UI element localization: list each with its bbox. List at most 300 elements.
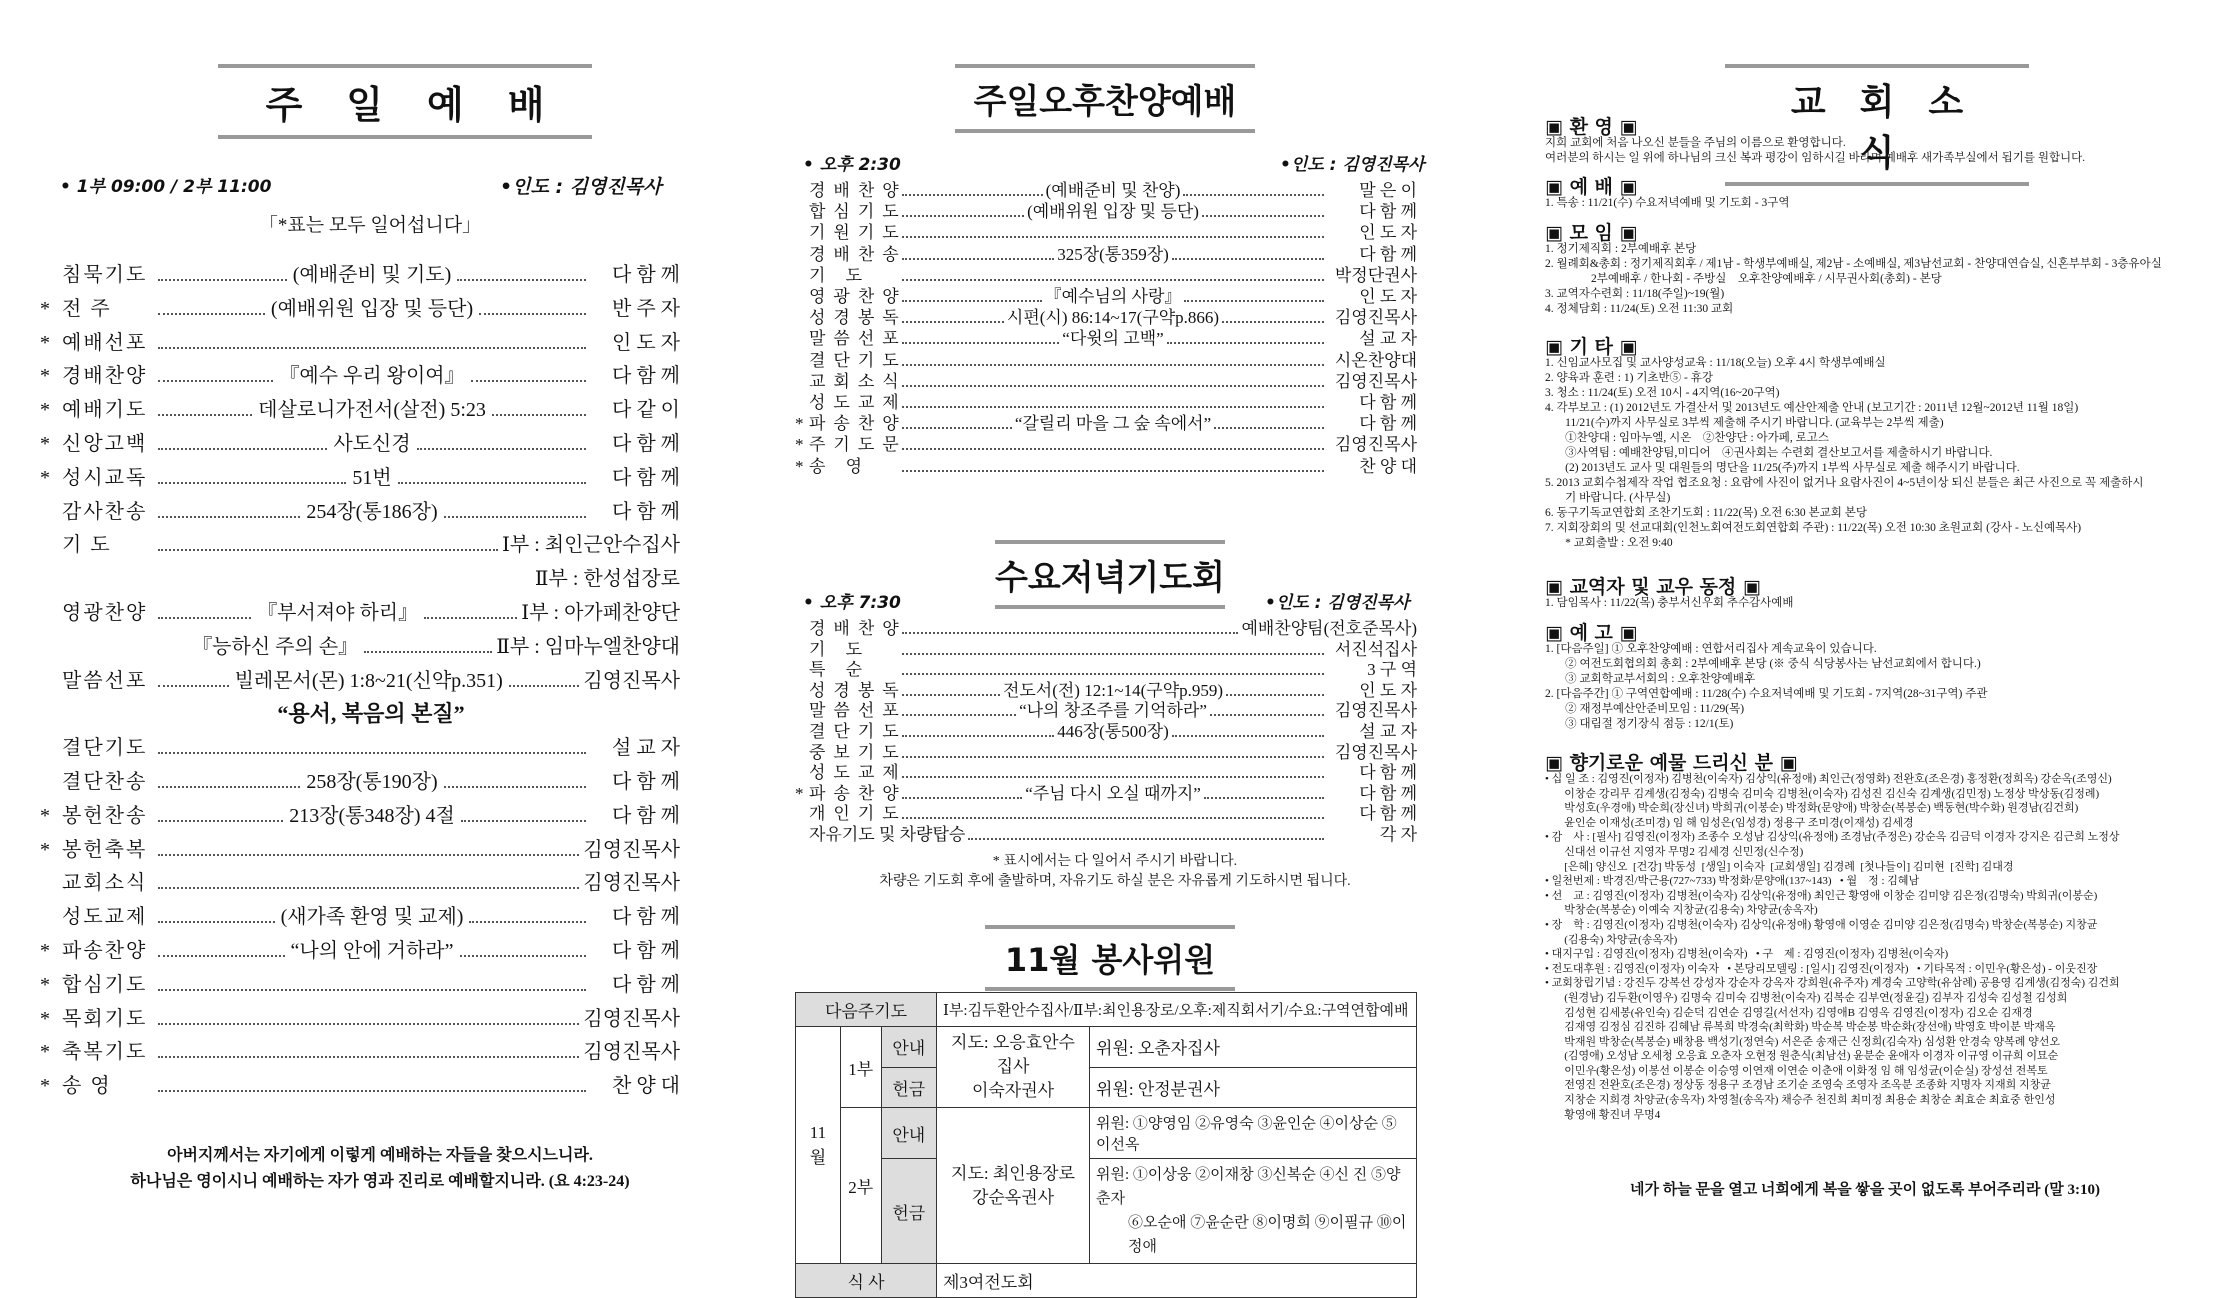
order-item xyxy=(40,562,680,591)
order-item xyxy=(40,968,680,997)
other-text xyxy=(1545,356,2185,551)
afternoon-time: • 오후 2:30 xyxy=(803,155,901,175)
leader-dots xyxy=(471,379,586,382)
news-line: 2. 월례회&총회 : 정기제직회후 / 제1남 - 학생부예배실, 제2남 - 소예배실, 제3남선교회 - 찬양대연습실, 신혼부부회 - 3층유아실 xyxy=(1545,258,2162,270)
news-line: 김재영 김정심 김진하 김혜남 류복희 박경숙(최학화) 박순복 박순봉 박순화(장선애) 박영호 박이분 박재옥 xyxy=(1545,1021,2056,1034)
leader-dots xyxy=(902,755,1324,758)
leader-dots xyxy=(158,785,300,788)
leader-dots xyxy=(469,920,586,923)
order-person: 김영진목사 xyxy=(1334,371,1417,391)
leader-dots xyxy=(902,693,1000,696)
news-line: 2. [다음주간] ① 구역연합예배 : 11/28(수) 수요저녁예배 및 기도회 - 7지역(28~31구역) 주관 xyxy=(1545,688,1988,700)
leader-dots xyxy=(902,363,1324,366)
order-content: “용서, 복음의 본질” xyxy=(277,701,465,727)
order-content: “주님 다시 오실 때까지” xyxy=(1025,783,1201,803)
order-person: 김영진목사 xyxy=(1334,742,1417,762)
order-item xyxy=(40,630,680,659)
order-item xyxy=(40,393,680,422)
news-line: ② 재정부예산안준비모임 : 11/29(목) xyxy=(1545,703,1745,715)
order-item xyxy=(40,664,680,693)
order-person: 각 자 xyxy=(1379,825,1417,844)
leader-dots xyxy=(158,886,579,889)
standing-mark: * xyxy=(40,433,50,455)
news-line: (김용숙) 차양균(송옥자) xyxy=(1545,933,1678,946)
order-item xyxy=(40,427,680,456)
order-content: (새가족 환영 및 교제) xyxy=(280,906,464,929)
leader-dots xyxy=(158,481,346,484)
order-person: 다 같 이 xyxy=(612,399,681,422)
leader-dots xyxy=(968,837,1324,840)
part1-guide-members: 위원: 오춘자집사 xyxy=(1090,1027,1417,1068)
order-item xyxy=(40,765,680,794)
order-item xyxy=(40,596,680,625)
order-label: 경배찬송 xyxy=(809,244,907,264)
standing-mark: * xyxy=(40,940,50,962)
order-person: 설 교 자 xyxy=(1359,329,1418,349)
order-label: 송 영 xyxy=(62,1075,112,1098)
standing-mark: * xyxy=(40,331,50,354)
leader-dots xyxy=(158,819,283,822)
leader-dots xyxy=(1222,320,1324,323)
leader-dots xyxy=(479,312,586,315)
order-content: 446장(통500장) xyxy=(1057,722,1169,741)
leader-dots xyxy=(492,413,586,416)
leader-dots xyxy=(1184,299,1324,302)
leader-dots xyxy=(902,235,1324,238)
news-line: 2부예배후 / 한나회 - 주방실 오후찬양예배후 / 시무권사회(총회) - 본당 xyxy=(1545,273,1942,285)
order-person: 다 함 께 xyxy=(1359,783,1418,803)
order-item xyxy=(40,1035,680,1064)
leader-dots xyxy=(158,920,275,923)
order-person: 김영진목사 xyxy=(583,1007,680,1030)
order-label: 예배기도 xyxy=(62,399,148,422)
order-content: 시편(시) 86:14~17(구약p.866) xyxy=(1006,308,1220,328)
news-line: • 일천번제 : 박경진/박근용(727~733) 박정화/문양애(137~143) • 월 정 : 김혜남 xyxy=(1545,875,1920,888)
order-item xyxy=(795,452,1417,477)
order-label: 중보기도 xyxy=(809,742,907,762)
order-label: 교회소식 xyxy=(62,872,148,895)
order-content: (예배위원 입장 및 등단) xyxy=(270,297,474,320)
order-label: 경배찬양 xyxy=(809,619,907,638)
order-person: 다 함 께 xyxy=(612,906,681,929)
order-content: 254장(통186장) xyxy=(306,500,438,523)
order-label: 성시교독 xyxy=(62,466,148,489)
leader-dots xyxy=(902,447,1324,450)
order-person: 3 구 역 xyxy=(1367,660,1417,680)
standing-mark: * xyxy=(40,297,50,320)
news-line: • 장 학 : 김영진(이정자) 김병천(이숙자) 김상익(유정애) 황영애 이영순 김미양 김은정(김명숙) 박창순(복봉순) 지창균 xyxy=(1545,918,2098,931)
leader-dots xyxy=(364,650,492,653)
leader-dots xyxy=(902,652,1324,655)
order-label: 봉헌찬송 xyxy=(62,804,148,827)
order-person: 찬 양 대 xyxy=(612,1075,680,1098)
leader-dots xyxy=(1214,426,1324,429)
leader-dots xyxy=(158,853,579,856)
news-line: • 십 일 조 : 김영진(이정자) 김병천(이숙자) 김상익(유정애) 최인근(정영화) 전완호(조은경) 홍정환(정희옥) 강순옥(조영신) xyxy=(1545,773,2112,785)
order-content: 258장(통190장) xyxy=(306,771,438,793)
order-label: 성도교제 xyxy=(809,763,907,783)
order-item xyxy=(40,495,680,524)
order-person: 인 도 자 xyxy=(612,331,680,354)
leader-dots xyxy=(417,447,586,450)
leader-dots xyxy=(158,616,251,619)
month-cell: 11월 xyxy=(796,1027,841,1264)
leader-dots xyxy=(444,785,586,788)
order-label: 결단기도 xyxy=(62,737,148,760)
section-worship: ▣ 예 배 ▣ xyxy=(1545,176,1638,198)
order-person: Ⅱ부 : 한성섭장로 xyxy=(534,568,680,591)
preview-text xyxy=(1545,642,2185,732)
order-label: 침묵기도 xyxy=(62,264,148,286)
leader-dots xyxy=(1204,796,1324,799)
wednesday-note-1: * 표시에서는 다 일어서 주시기 바랍니다. xyxy=(992,854,1238,869)
order-person: 다 함 께 xyxy=(1359,414,1417,434)
order-person: 다 함 께 xyxy=(612,500,680,523)
order-label: 기원기도 xyxy=(809,223,907,243)
afternoon-worship-title: 주일오후찬양예배 xyxy=(955,64,1255,133)
order-item xyxy=(40,866,680,895)
order-person: 설 교 자 xyxy=(612,737,680,760)
order-content: 빌레몬서(몬) 1:8~21(신약p.351) xyxy=(234,669,503,692)
order-person: Ⅱ부 : 임마누엘찬양대 xyxy=(496,635,681,658)
verse-line-2: 하나님은 영이시니 예배하는 자가 영과 진리로 예배할지니라. (요 4:23-24) xyxy=(130,1173,630,1190)
news-line: [은혜] 양신오 [건강] 박동성 [생일] 이숙자 [교회생일] 김경례 [첫나들이] 김미현 [진학] 김대경 xyxy=(1545,860,2014,873)
leader-dots xyxy=(460,954,587,957)
news-line: 1. 특송 : 11/21(수) 수요저녁예배 및 기도회 - 3구역 xyxy=(1545,197,1790,209)
order-label: 합심기도 xyxy=(809,202,907,222)
news-line: • 감 사 : [필사] 김영진(이정자) 조종수 오성남 김상익(유정애) 조경남(주정은) 강순옥 김금덕 이경자 강지은 김근희 노정상 xyxy=(1545,831,2120,844)
order-content: 213장(통348장) 4절 xyxy=(289,804,455,827)
news-line: 여러분의 하시는 일 위에 하나님의 크신 복과 평강이 임하시길 바라며 예배후 새가족부실에서 됩기를 원합니다. xyxy=(1545,152,2086,164)
order-label: 경배찬양 xyxy=(809,181,907,200)
order-person: 다 함 께 xyxy=(612,264,680,286)
part2-offer-label: 헌금 xyxy=(881,1159,936,1264)
order-label: 경배찬양 xyxy=(62,365,148,388)
order-person: 찬 양 대 xyxy=(1359,456,1417,476)
news-line: ③사역팀 : 예배찬양팀,미디어 ④권사회는 수련회 결산보고서를 제출하시기 바랍니다. xyxy=(1545,447,1993,459)
news-line: 4. 각부보고 : (1) 2012년도 가결산서 및 2013년도 예산안제출 안내 (보고기간 : 2011년 12월~2012년 11월 18일) xyxy=(1545,402,2079,414)
leader-dots xyxy=(398,481,586,484)
news-line: 박재원 박창순(복봉순) 배창용 백성기(정연숙) 서은준 송재근 신정희(김숙자) 심성환 안경숙 양복례 양선오 xyxy=(1545,1035,2061,1048)
order-label: 교회소식 xyxy=(809,371,907,391)
staff-news-text xyxy=(1545,596,2185,611)
leader-dots xyxy=(902,713,1016,716)
next-prayer-label: 다음주기도 xyxy=(796,993,937,1027)
standing-mark: * xyxy=(40,973,50,996)
part1-cell: 1부 xyxy=(840,1027,881,1108)
news-line: 황영애 황진녀 무명4 xyxy=(1545,1108,1661,1121)
news-line: 박창순(복봉순) 이예숙 지창균(김용숙) 차양균(송옥자) xyxy=(1545,904,1818,917)
order-label: 파송찬양 xyxy=(809,783,907,803)
leader-dots xyxy=(902,214,1024,217)
church-news-title: 교회소식 xyxy=(1725,64,2029,186)
standing-mark: * xyxy=(40,1075,50,1098)
wednesday-prayer-title: 수요저녁기도회 xyxy=(995,540,1225,609)
part1-lead-2: 이숙자권사 xyxy=(971,1081,1055,1100)
wednesday-note-2: 차량은 기도회 후에 출발하며, 자유기도 하실 분은 자유롭게 기도하시면 됩니다. xyxy=(879,874,1351,889)
news-line: 2. 양육과 훈련 : 1) 기초반⑤ - 휴강 xyxy=(1545,372,1713,384)
standing-mark: * xyxy=(795,456,804,476)
news-line: 전영진 전완호(조은경) 정상동 정용구 조경남 조기순 조영숙 조영자 조옥분 조종화 지명자 지재희 지창균 xyxy=(1545,1079,2051,1092)
order-item xyxy=(40,292,680,321)
section-staff-news: ▣ 교역자 및 교우 동정 ▣ xyxy=(1545,576,1761,598)
meal-label: 식 사 xyxy=(796,1264,937,1298)
order-item xyxy=(40,1069,680,1098)
order-person: 시온찬양대 xyxy=(1334,350,1417,370)
order-label: 성경봉독 xyxy=(809,308,907,328)
leader-dots xyxy=(902,320,1004,323)
order-person: 다 함 께 xyxy=(612,466,681,489)
order-person: 예배찬양팀(전호준목사) xyxy=(1241,619,1417,638)
leader-dots xyxy=(158,312,265,315)
order-content: 『부서져야 하리』 xyxy=(257,602,419,624)
leader-dots xyxy=(902,257,1054,260)
leader-dots xyxy=(158,379,273,382)
section-preview: ▣ 예 고 ▣ xyxy=(1545,622,1638,644)
news-line: 김성현 김세봉(유인숙) 김순덕 김연순 김영길(서선자) 김영애B 김영옥 김영진(이정자) 김오순 김재경 xyxy=(1545,1006,2033,1019)
leader-dots xyxy=(902,796,1022,799)
order-label: 결단찬송 xyxy=(62,771,148,793)
leader-dots xyxy=(902,193,1043,196)
leader-dots xyxy=(1210,713,1324,716)
worship-time: • 1부 09:00 / 2부 11:00 xyxy=(60,177,272,197)
order-person: 인 도 자 xyxy=(1359,287,1418,306)
standing-mark: * xyxy=(40,838,50,861)
standing-mark: * xyxy=(795,435,804,455)
news-line: 지창순 지희경 차양균(송옥자) 차영철(송옥자) 채승주 천진희 최미정 최용순 최창순 최효순 최효중 한인성 xyxy=(1545,1094,2056,1107)
meetings-text xyxy=(1545,242,2185,317)
sunday-worship-title: 주일예배 xyxy=(218,64,592,139)
order-label: 파송찬양 xyxy=(809,414,907,434)
leader-dots xyxy=(158,954,285,957)
order-person: 인 도 자 xyxy=(1359,223,1417,243)
order-person: 말 은 이 xyxy=(1359,181,1417,200)
order-item xyxy=(40,359,680,388)
order-label: 감사찬송 xyxy=(62,500,148,523)
order-content: 데살로니가전서(살전) 5:23 xyxy=(258,399,486,422)
order-label: 파송찬양 xyxy=(62,940,148,962)
order-person: 김영진목사 xyxy=(1334,435,1417,455)
order-item xyxy=(40,900,680,929)
order-content: “갈릴리 마을 그 숲 속에서” xyxy=(1014,414,1212,434)
news-line: 7. 지회장회의 및 선교대회(인천노회여전도회연합회 주관) : 11/22(목) 오전 10:30 초원교회 (강사 - 노신예목사) xyxy=(1545,522,2082,534)
leader-dots xyxy=(902,631,1238,634)
order-content: “나의 창조주를 기억하라” xyxy=(1019,701,1207,721)
leader-dots xyxy=(158,447,327,450)
order-item xyxy=(40,1002,680,1031)
news-line: 지희 교회에 처음 나오신 분들을 주님의 이름으로 환영합니다. xyxy=(1545,137,1846,149)
leader-dots xyxy=(457,278,586,281)
order-label: 특 순 xyxy=(809,660,871,680)
leader-dots xyxy=(902,426,1012,429)
order-person: 박정단권사 xyxy=(1334,265,1417,285)
order-content: 사도신경 xyxy=(333,433,411,455)
leader-dots xyxy=(509,684,580,687)
section-offerings: ▣ 향기로운 예물 드리신 분 ▣ xyxy=(1545,752,1798,774)
news-line: * 교회출발 : 오전 9:40 xyxy=(1545,537,1673,549)
leader-dots xyxy=(158,413,252,416)
order-person: Ⅰ부 : 아가페찬양단 xyxy=(521,602,680,624)
leader-dots xyxy=(158,684,229,687)
order-item xyxy=(40,697,680,728)
order-content: (예배위원 입장 및 등단) xyxy=(1027,202,1199,222)
part2-guide-label: 안내 xyxy=(881,1108,936,1159)
order-person: 다 함 께 xyxy=(612,804,681,827)
wednesday-time: • 오후 7:30 xyxy=(803,593,901,613)
order-label: 결단기도 xyxy=(809,722,907,741)
order-label: 개인기도 xyxy=(809,804,907,824)
order-label: 신앙고백 xyxy=(62,433,148,455)
part2-offer-cell xyxy=(1090,1159,1417,1264)
order-label: 목회기도 xyxy=(62,1007,148,1030)
leader-dots xyxy=(1202,214,1324,217)
standing-mark: * xyxy=(40,365,50,388)
order-person: 다 함 께 xyxy=(612,433,680,455)
leader-dots xyxy=(902,299,1042,302)
order-item xyxy=(795,820,1417,845)
order-label: 결단기도 xyxy=(809,350,907,370)
news-line: 1. 신임교사모집 및 교사양성교육 : 11/18(오늘) 오후 4시 학생부예배실 xyxy=(1545,357,1886,369)
leader-dots xyxy=(902,405,1324,408)
standing-mark: * xyxy=(795,783,804,803)
offerings-text xyxy=(1545,772,2185,1122)
volunteers-title: 11월 봉사위원 xyxy=(985,925,1235,991)
leader-dots xyxy=(158,988,586,991)
order-person: 김영진목사 xyxy=(583,669,680,692)
order-person: 다 함 께 xyxy=(612,973,680,996)
order-label: 기 도 xyxy=(809,265,871,285)
leader-dots xyxy=(902,341,1059,344)
standing-mark: * xyxy=(40,1007,50,1030)
news-line: ③ 교회학교부서회의 : 오후찬양예배후 xyxy=(1545,673,1756,685)
part2-cell: 2부 xyxy=(840,1108,881,1264)
volunteers-table xyxy=(795,992,1417,1298)
order-item xyxy=(40,833,680,862)
news-line: • 대지구입 : 김영진(이정자) 김병천(이숙자) • 구 제 : 김영진(이정자) 김병천(이숙자) xyxy=(1545,948,1949,961)
leader-dots xyxy=(158,751,586,754)
news-line: 이민우(황은성) 이봉선 이봉순 이승영 이연재 이연순 이춘애 이화정 임 해 임성균(이순실) 장성선 전복토 xyxy=(1545,1064,2048,1077)
standing-mark: * xyxy=(40,399,50,422)
standing-mark: * xyxy=(795,414,804,434)
order-person: 다 함 께 xyxy=(1359,244,1417,264)
order-label: 봉헌축복 xyxy=(62,838,148,861)
order-item xyxy=(40,326,680,355)
news-line: ② 여전도회협의회 총회 : 2부예배후 본당 (※ 중식 식당봉사는 남선교회에서 합니다.) xyxy=(1545,658,1981,670)
section-welcome: ▣ 환 영 ▣ xyxy=(1545,116,1638,138)
news-line: 5. 2013 교회수첩제작 작업 협조요청 : 요람에 사진이 없거나 요람사진이 4~5년이상 되신 분들은 최근 사진으로 꼭 제출하시 xyxy=(1545,477,2144,489)
part1-offer-label: 헌금 xyxy=(881,1067,936,1108)
news-line: 1. 정기제직회 : 2부예배후 본당 xyxy=(1545,243,1697,255)
leader-dots xyxy=(158,515,300,518)
order-label: 기 도 xyxy=(62,534,112,557)
verse-line-1: 아버지께서는 자기에게 이렇게 예배하는 자들을 찾으시느니라. xyxy=(167,1147,593,1164)
news-line: (김영애) 오성남 오세청 오응효 오춘자 오현정 원춘식(최남선) 윤분순 윤애자 이경자 이규영 이규희 이묘순 xyxy=(1545,1050,2059,1063)
order-item xyxy=(40,934,680,963)
news-line: 3. 교역자수련회 : 11/18(주일)~19(월) xyxy=(1545,288,1725,300)
leader-dots xyxy=(158,346,586,349)
afternoon-leader: •인도 : 김영진목사 xyxy=(1280,155,1425,175)
leader-dots xyxy=(158,1022,579,1025)
leader-dots xyxy=(902,672,1324,675)
order-label: 예배선포 xyxy=(62,331,148,354)
order-person: 인 도 자 xyxy=(1359,680,1418,700)
leader-dots xyxy=(1183,193,1324,196)
order-label: 성경봉독 xyxy=(809,680,907,700)
order-label: 송 영 xyxy=(809,456,871,476)
news-line: 신대선 이규선 지영자 무명2 김세경 신민정(신수정) xyxy=(1545,845,1804,858)
order-person: 다 함 께 xyxy=(612,940,680,962)
leader-dots xyxy=(158,548,498,551)
order-item xyxy=(40,461,680,490)
news-line: 6. 동구기독교연합회 조찬기도회 : 11/22(목) 오전 6:30 본교회 본당 xyxy=(1545,507,1867,519)
news-line: 11/21(수)까지 사무실로 3부씩 제출해 주시기 바랍니다. (교육부는 2부씩 제출) xyxy=(1545,417,1944,429)
news-line: • 전도대후원 : 김영진(이정자) 이숙자 • 본당리모델링 : [일시] 김영진(이정자) • 기타목적 : 이민우(황은성) - 이웃진장 xyxy=(1545,962,2098,975)
part1-offer-members: 위원: 안정분권사 xyxy=(1090,1067,1417,1108)
order-item xyxy=(40,799,680,828)
order-label: 말씀선포 xyxy=(809,329,907,349)
news-line: • 교회창립기념 : 강진두 강복선 강성자 강순자 강옥자 강희원(유주자) 계경숙 고양학(유삼례) 공용영 김계생(김정숙) 김건희 xyxy=(1545,977,2120,990)
closing-verse: 네가 하늘 문을 열고 너희에게 복을 쌓을 곳이 없도록 부어주리라 (말 3:10) xyxy=(1630,1182,2100,1198)
leader-dots xyxy=(444,515,586,518)
standing-mark: * xyxy=(40,466,50,489)
news-line: 윤인순 이재성(조미경) 임 해 임성은(임성경) 정용구 조미경(이재성) 김세경 xyxy=(1545,816,1914,829)
leader-dots xyxy=(158,278,287,281)
order-person: 다 함 께 xyxy=(1359,393,1417,412)
order-person: 다 함 께 xyxy=(612,365,680,388)
worship-leader: •인도 : 김영진목사 xyxy=(500,176,662,198)
order-person: Ⅰ부 : 최인근안수집사 xyxy=(501,534,680,557)
leader-dots xyxy=(902,384,1324,387)
order-person: 김영진목사 xyxy=(583,838,680,861)
wednesday-leader: •인도 : 김영진목사 xyxy=(1265,593,1410,613)
news-line: 3. 청소 : 11/24(토) 오전 10시 - 4지역(16~20구역) xyxy=(1545,387,1780,399)
part1-guide-label: 안내 xyxy=(881,1027,936,1068)
order-label: 주기도문 xyxy=(809,435,907,455)
order-label: 영광찬양 xyxy=(809,287,907,306)
news-line: 1. 담임목사 : 11/22(목) 충부서신우회 추수감사예배 xyxy=(1545,597,1794,609)
part2-offer-members-1: 위원: ①이상웅 ②이재창 ③신복순 ④신 진 ⑤양춘자 xyxy=(1096,1167,1401,1207)
news-line: 1. [다음주일] ① 오후찬양예배 : 연합서리집사 계속교육이 있습니다. xyxy=(1545,643,1877,655)
order-label: 성도교제 xyxy=(62,906,148,929)
order-label: 자유기도 및 차량탑승 xyxy=(809,825,966,844)
order-content: “나의 안에 거하라” xyxy=(290,940,454,962)
welcome-text xyxy=(1545,136,2185,166)
order-label: 전 주 xyxy=(62,297,112,320)
order-label: 기 도 xyxy=(809,639,871,659)
order-content: 『예수님의 사랑』 xyxy=(1044,287,1182,306)
order-person: 김영진목사 xyxy=(1334,701,1417,721)
leader-dots xyxy=(158,1089,586,1092)
order-content: “다윗의 고백” xyxy=(1062,329,1164,349)
order-label: 합심기도 xyxy=(62,973,148,996)
leader-dots xyxy=(158,1055,579,1058)
order-person: 다 함 께 xyxy=(1359,763,1417,783)
news-line: ①찬양대 : 임마누엘, 시온 ②찬양단 : 아가페, 로고스 xyxy=(1545,432,1829,444)
leader-dots xyxy=(424,616,517,619)
order-person: 설 교 자 xyxy=(1359,722,1417,741)
order-item xyxy=(40,528,680,557)
next-prayer-value: Ⅰ부:김두환안수집사/Ⅱ부:최인용장로/오후:제직회서기/수요:구역연합예배 xyxy=(937,993,1417,1027)
order-content: 전도서(전) 12:1~14(구약p.959) xyxy=(1002,680,1224,700)
order-content: 『능하신 주의 손』 xyxy=(192,635,359,658)
order-person: 김영진목사 xyxy=(583,872,680,895)
leader-dots xyxy=(902,775,1324,778)
part2-lead-2: 강순옥권사 xyxy=(971,1187,1055,1207)
order-person: 다 함 께 xyxy=(1359,804,1417,824)
news-line: (2) 2013년도 교사 및 대원들의 명단을 11/25(주)까지 1부씩 사무실로 제출 해주시기 바랍니다. xyxy=(1545,462,2020,474)
leader-dots xyxy=(1172,257,1324,260)
order-person: 김영진목사 xyxy=(583,1041,680,1064)
